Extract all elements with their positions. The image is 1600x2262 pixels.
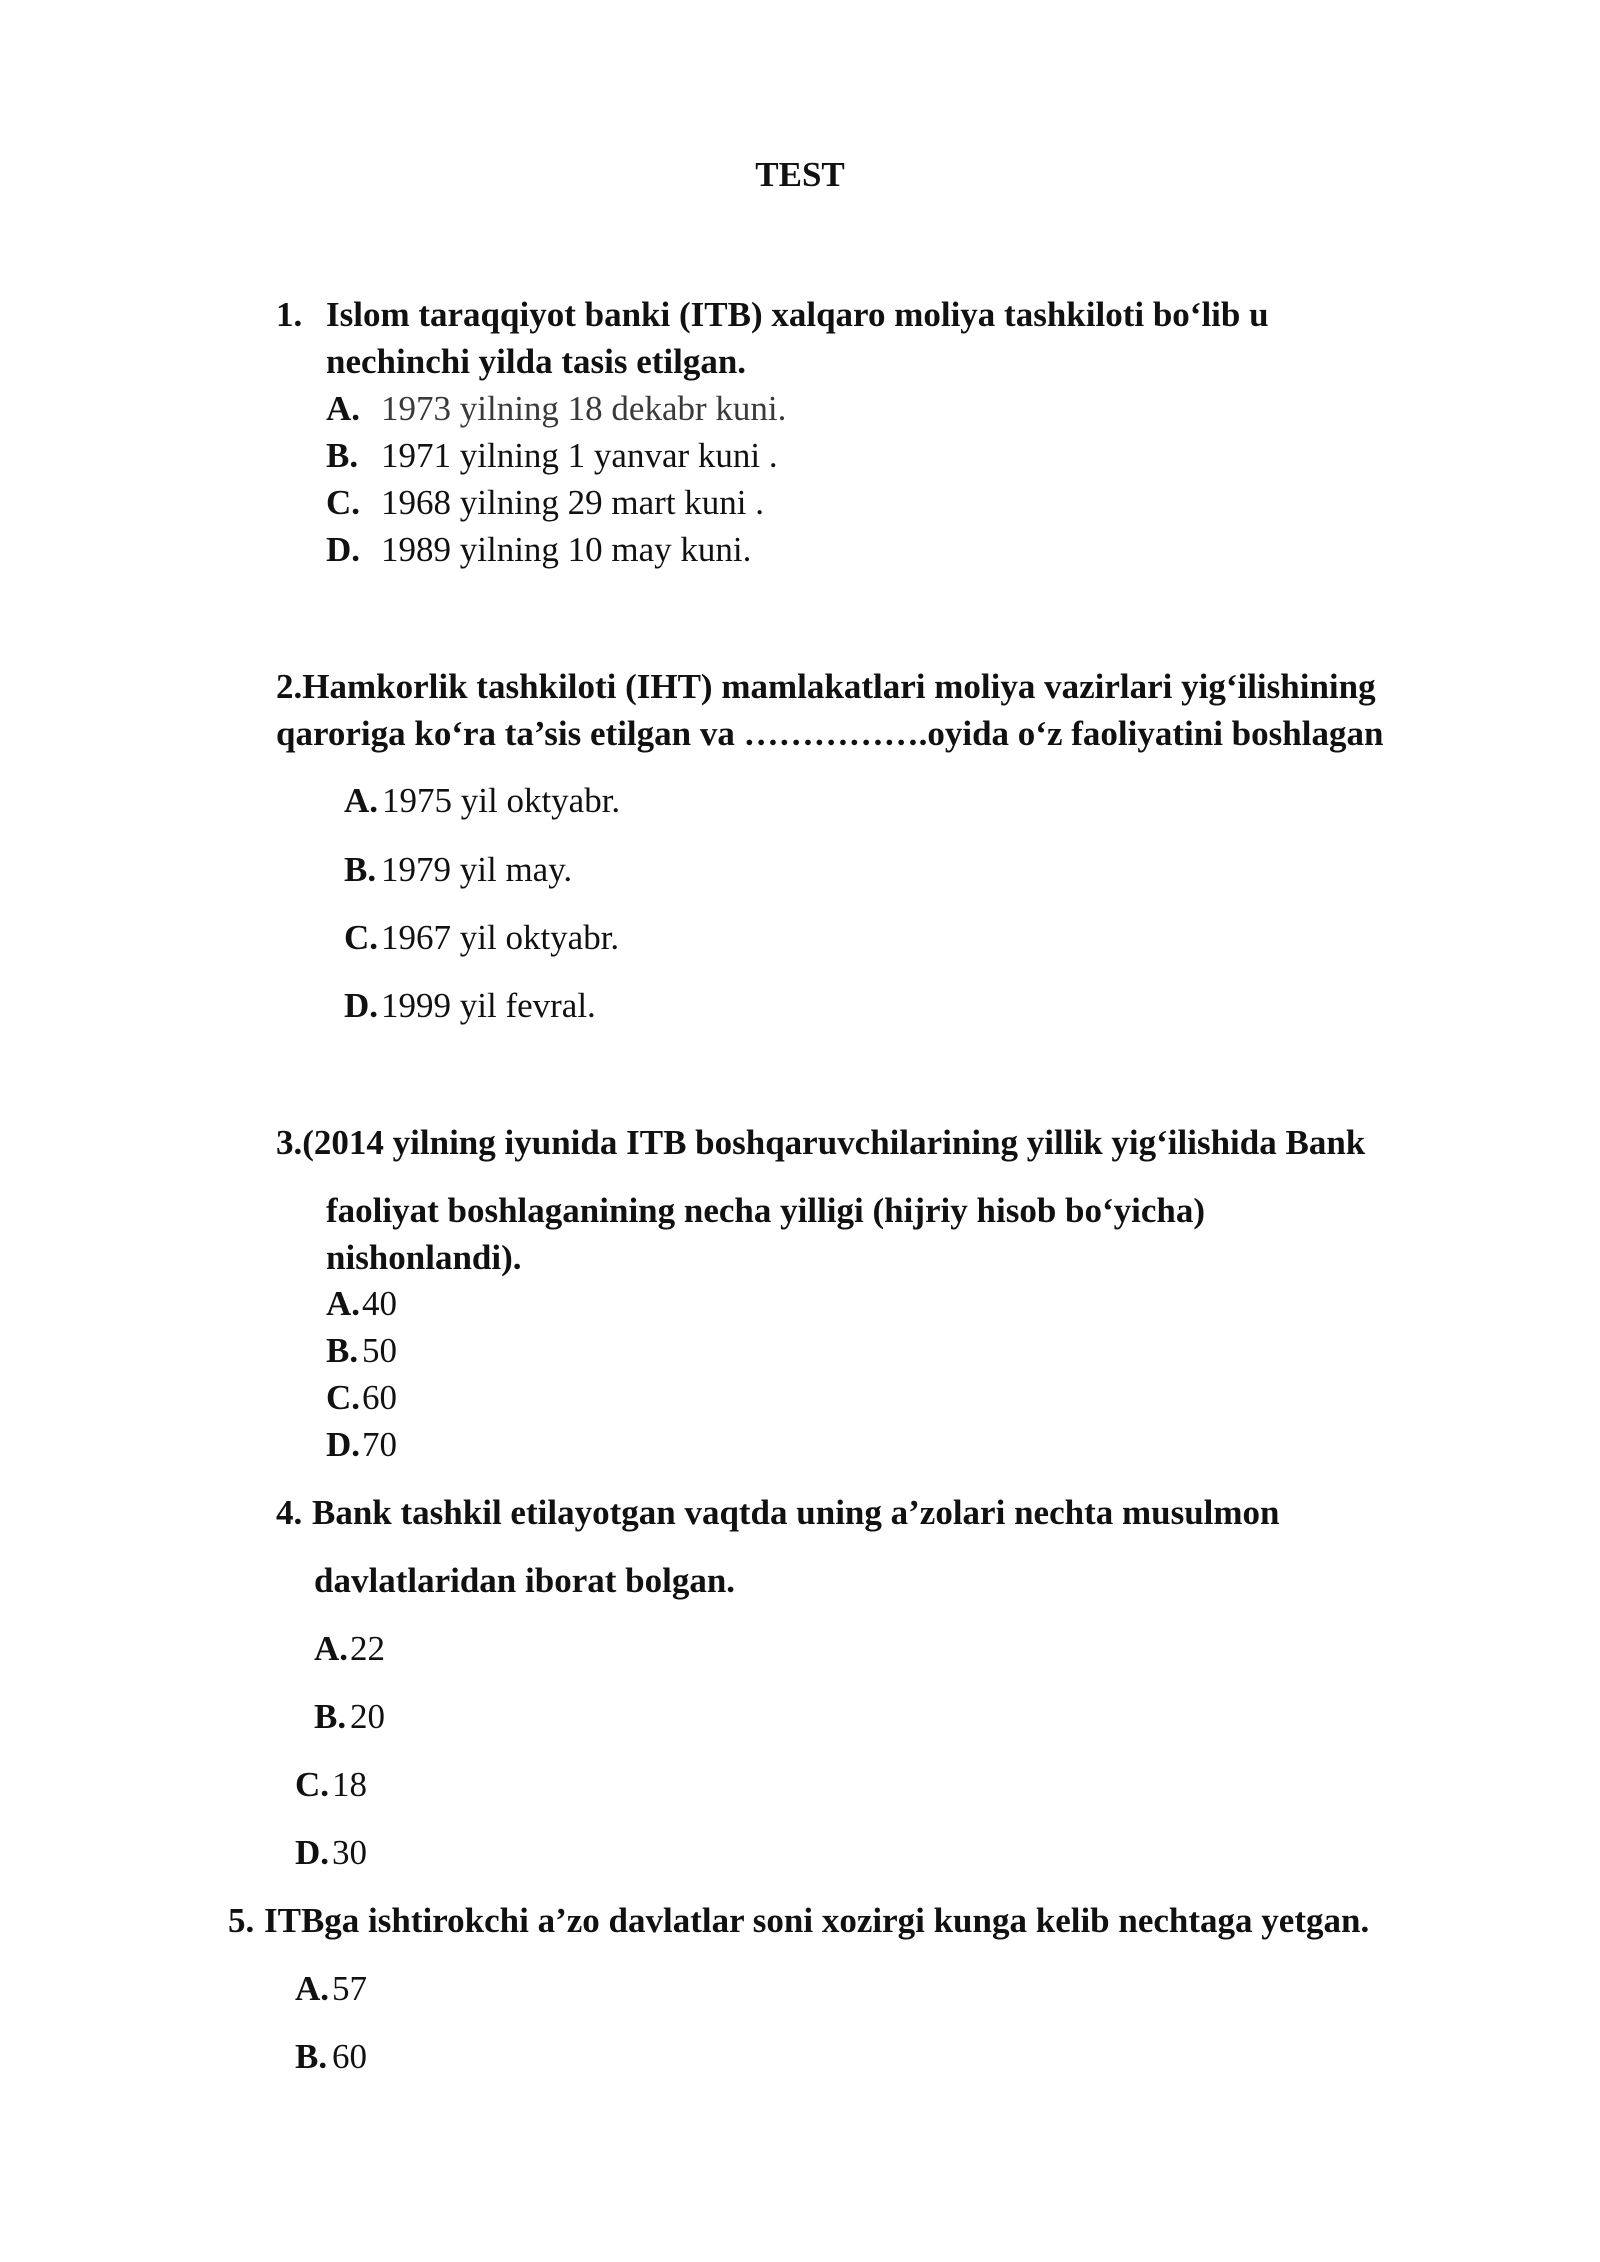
question-text-line: faoliyat boshlaganining necha yilligi (hijriy hisob bo‘yicha) <box>326 1191 1206 1230</box>
page-title: TEST <box>755 155 845 194</box>
option-text: 1973 yilning 18 dekabr kuni. <box>381 389 787 428</box>
option-text: 18 <box>332 1765 367 1804</box>
option-letter: B. <box>326 1331 359 1370</box>
option-letter: D. <box>326 1425 361 1464</box>
option-text: 1999 yil fevral. <box>381 986 596 1025</box>
option-text: 1967 yil oktyabr. <box>381 918 620 957</box>
question-number: 4. <box>276 1493 303 1532</box>
option-text: 1989 yilning 10 may kuni. <box>381 530 752 569</box>
option-text: 60 <box>362 1378 397 1417</box>
option-letter: B. <box>295 2037 328 2076</box>
question-text-line: nishonlandi). <box>326 1238 522 1277</box>
option-letter: A. <box>326 389 361 428</box>
option-text: 1975 yil oktyabr. <box>382 781 621 820</box>
question-number: 1. <box>276 295 303 334</box>
option-text: 30 <box>332 1833 367 1872</box>
option-text: 40 <box>362 1284 397 1323</box>
option-text: 22 <box>350 1629 385 1668</box>
option-letter: A. <box>326 1284 361 1323</box>
option-text: 1968 yilning 29 mart kuni . <box>381 483 765 522</box>
option-letter: A. <box>344 781 379 820</box>
question-text-line: ITBga ishtirokchi a’zo davlatlar soni xozirgi kunga kelib nechtaga yetgan. <box>264 1901 1370 1940</box>
question-text-line: davlatlaridan iborat bolgan. <box>314 1561 736 1600</box>
option-letter: B. <box>326 436 359 475</box>
option-letter: A. <box>295 1969 330 2008</box>
option-text: 57 <box>332 1969 367 2008</box>
option-letter: C. <box>344 918 379 957</box>
question-text-line: qaroriga ko‘ra ta’sis etilgan va …………….oyida o‘z faoliyatini boshlagan <box>276 714 1384 753</box>
option-text: 1979 yil may. <box>381 850 573 889</box>
option-letter: C. <box>326 483 361 522</box>
option-text: 20 <box>350 1697 385 1736</box>
question-text-line: 2.Hamkorlik tashkiloti (IHT) mamlakatlari moliya vazirlari yig‘ilishining <box>276 667 1376 706</box>
option-letter: C. <box>326 1378 361 1417</box>
question-text-line: 3.(2014 yilning iyunida ITB boshqaruvchilarining yillik yig‘ilishida Bank <box>276 1123 1366 1162</box>
option-letter: A. <box>314 1629 349 1668</box>
option-letter: D. <box>295 1833 330 1872</box>
option-text: 50 <box>362 1331 397 1370</box>
question-text-line: Islom taraqqiyot banki (ITB) xalqaro moliya tashkiloti bo‘lib u <box>326 295 1269 334</box>
option-letter: B. <box>314 1697 347 1736</box>
option-letter: D. <box>344 986 379 1025</box>
option-text: 1971 yilning 1 yanvar kuni . <box>381 436 778 475</box>
option-letter: D. <box>326 530 361 569</box>
option-letter: C. <box>295 1765 330 1804</box>
question-text-line: Bank tashkil etilayotgan vaqtda uning a’zolari nechta musulmon <box>312 1493 1280 1532</box>
question-text-line: nechinchi yilda tasis etilgan. <box>326 342 747 381</box>
question-number: 5. <box>228 1901 255 1940</box>
option-text: 60 <box>332 2037 367 2076</box>
option-letter: B. <box>344 850 377 889</box>
option-text: 70 <box>362 1425 397 1464</box>
